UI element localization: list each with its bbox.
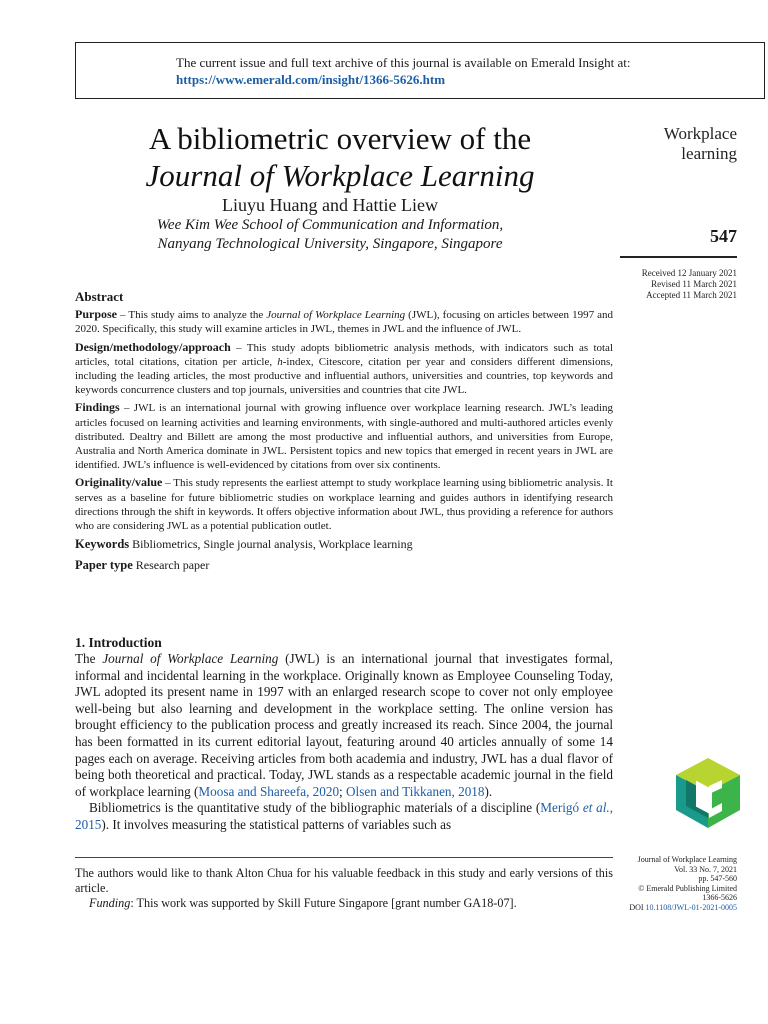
journal-name: Journal of Workplace Learning [637,855,737,864]
originality-text: – This study represents the earliest attempt to study workplace learning using bibliometric analysis. It serves as a baseline for future bibliometric studies on workplace learning and guides authors in identifying research directions through the shift in keywords. It offers objective information about JWL, thus providing a reference for authors who are considering JWL as a potential publication outlet. [75,477,613,533]
article-dates [600,268,737,301]
abstract-originality [75,475,613,533]
journal-info [600,855,737,913]
keywords-label: Keywords [75,537,130,552]
running-title-line-1: Workplace [663,124,737,143]
page-number: 547 [710,226,737,246]
funding [75,896,613,911]
keywords [75,537,613,551]
affiliation-line-2: Nanyang Technological University, Singapore, Singapore [157,236,503,252]
intro-paragraph-2 [75,800,613,833]
revised-date: Revised 11 March 2021 [651,279,737,289]
findings-label: Findings [75,400,120,415]
originality-label: Originality/value [75,475,163,490]
affiliation-line-1: Wee Kim Wee School of Communication and Information, [156,217,504,233]
affiliation [60,216,600,254]
citation-merigo-author: Merigó [540,800,583,816]
journal-doi [600,903,737,913]
paper-type-text: Research paper [132,558,210,573]
intro-paragraph-1 [75,651,613,800]
emerald-hexagon-logo-icon [676,758,740,828]
design-h: h [277,355,283,368]
p2-text: Bibliometrics is the quantitative study of the bibliographic materials of a discipline ( [89,800,541,816]
citation-moosa[interactable]: Moosa and Shareefa, 2020 [198,783,340,799]
purpose-label: Purpose [75,307,117,322]
article-title [60,120,620,194]
margin-divider [620,256,737,258]
notice-link[interactable]: https://www.emerald.com/insight/1366-5626.htm [176,72,446,87]
notice-text: The current issue and full text archive of this journal is available on Emerald Insight at: [176,55,631,70]
paper-type [75,558,613,572]
abstract-design [75,340,613,398]
running-title [610,124,737,164]
design-label: Design/methodology/approach [75,339,231,354]
authors: Liuyu Huang and Hattie Liew [222,195,438,215]
title-line-2: Journal of Workplace Learning [145,158,535,193]
purpose-text: – This study aims to analyze the [117,309,267,322]
findings-text: – JWL is an international journal with growing influence over workplace learning research. JWL’s leading articles focused on learning activities and learning environments, with single-authored and multi-authored articles evenly distributed. Dealtry and Billett are among the most productive and influential authors, and universities from Europe, Australia and North America dominate in JWL. Persistent topics and new topics that emerged in recent years in JWL are identified. JWL’s influence is well-evidenced by citations from over six continents. [75,402,613,472]
accepted-date: Accepted 11 March 2021 [646,290,737,300]
citation-merigo-etal: et al. [582,800,610,816]
journal-access-notice [75,42,765,99]
abstract [75,290,613,573]
purpose-journal: Journal of Workplace Learning [266,309,406,322]
p2-text-cont: ). It involves measuring the statistical patterns of variables such as [101,816,452,832]
design-text: – This study adopts bibliometric analysis methods, with indicators such as total articles, total citations, citation per article, [75,341,613,368]
doi-link[interactable]: 10.1108/JWL-01-2021-0005 [645,902,737,912]
p1-text: The [75,651,103,666]
title-line-1: A bibliometric overview of the [148,121,532,156]
abstract-heading: Abstract [75,289,124,304]
keywords-text: Bibliometrics, Single journal analysis, Workplace learning [129,537,413,552]
footnote [75,866,613,911]
paper-type-label: Paper type [75,558,133,573]
introduction-body [75,651,613,834]
journal-publisher: © Emerald Publishing Limited [638,883,737,893]
journal-volume: Vol. 33 No. 7, 2021 [674,864,737,874]
journal-pages: pp. 547-560 [698,874,737,884]
funding-label: Funding [89,896,131,910]
p1-text-cont: (JWL) is an international journal that investigates formal, informal and incidental learning in the workplace. Originally known as Employee Counseling Today, JWL adopted its present name in 1997 with an enlarged research scope to cover not only employee well-being but also learning and development in the workplace setting. The online version has brought efficiency to the publication process and greatly increased its reach. Since 2004, the journal has been formatted in its current editorial layout, featuring around 40 articles annually of some 14 pages each on average. Receiving articles from both academia and industry, JWL has a dual flavor of being both theoretical and practical. Today, JWL stands as a respectable academic journal in the field of workplace learning ( [75,651,613,799]
acknowledgement: The authors would like to thank Alton Chua for his valuable feedback in this study and early versions of this article. [75,866,613,895]
citation-merigo-year: , 2015 [75,800,613,832]
running-title-line-2: learning [681,144,737,163]
purpose-text-cont: (JWL), focusing on articles between 1997 and 2020. Specifically, this study will examine articles in JWL, themes in JWL and the influence of JWL. [75,309,613,336]
p1-end: ). [484,783,493,799]
received-date: Received 12 January 2021 [641,268,737,278]
footnote-divider [75,857,613,858]
design-text-cont: -index, Citescore, citation per year and considers different dimensions, including the leading articles, the most productive and influential authors, universities and countries, top keywords and keywords concurrence clusters and top journals, universities and countries that cite JWL. [75,355,614,397]
funding-text: : This work was supported by Skill Future Singapore [grant number GA18-07]. [130,896,517,910]
introduction-heading: 1. Introduction [75,635,162,650]
introduction-section [75,634,613,834]
abstract-purpose [75,307,613,336]
p1-sep: ; [339,783,347,799]
p1-journal: Journal of Workplace Learning [102,651,279,666]
citation-olsen[interactable]: Olsen and Tikkanen, 2018 [346,783,485,799]
doi-label: DOI [629,902,646,912]
journal-issn: 1366-5626 [702,893,737,903]
abstract-findings [75,400,613,472]
